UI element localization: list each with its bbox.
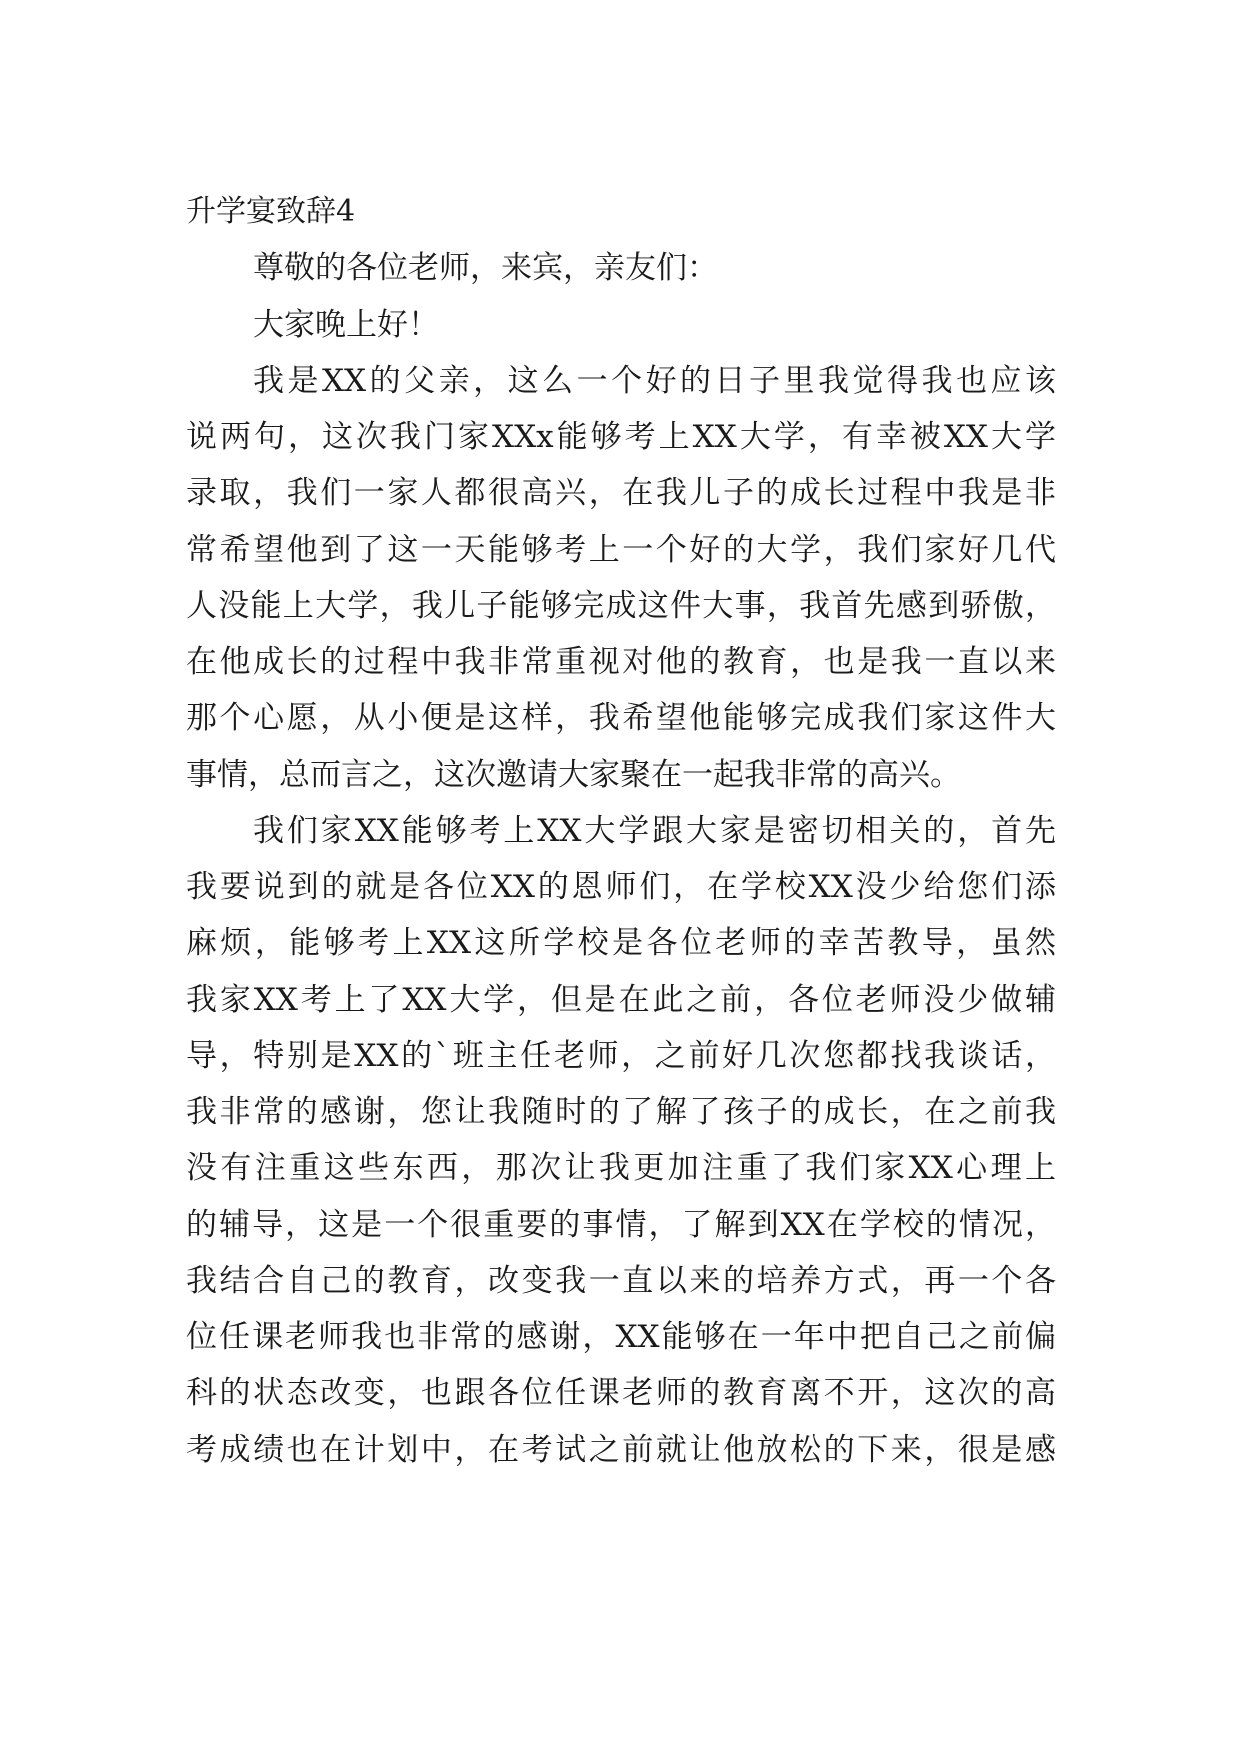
greeting-line: 尊敬的各位老师，来宾，亲友们： [253, 250, 718, 286]
paragraph-line: 我是XX的父亲，这么一个好的日子里我觉得我也应该 [253, 363, 1056, 399]
paragraph-line: 我们家XX能够考上XX大学跟大家是密切相关的，首先 [253, 813, 1056, 849]
salutation-line: 大家晚上好！ [253, 307, 439, 343]
paragraph-line: 没有注重这些东西，那次让我更加注重了我们家XX心理上 [186, 1150, 1056, 1186]
paragraph-line: 我家XX考上了XX大学，但是在此之前，各位老师没少做辅 [186, 982, 1056, 1018]
paragraph-line: 常希望他到了这一天能够考上一个好的大学，我们家好几代 [186, 532, 1056, 568]
paragraph-line: 在他成长的过程中我非常重视对他的教育，也是我一直以来 [186, 644, 1056, 680]
paragraph-line: 我要说到的就是各位XX的恩师们，在学校XX没少给您们添 [186, 869, 1056, 905]
paragraph-line: 的辅导，这是一个很重要的事情，了解到XX在学校的情况， [186, 1207, 1056, 1243]
paragraph-line: 我非常的感谢，您让我随时的了解了孩子的成长，在之前我 [186, 1094, 1056, 1130]
paragraph-line: 麻烦，能够考上XX这所学校是各位老师的幸苦教导，虽然 [186, 925, 1056, 961]
paragraph-line: 那个心愿，从小便是这样，我希望他能够完成我们家这件大 [186, 700, 1056, 736]
paragraph-line: 说两句，这次我门家XXx能够考上XX大学，有幸被XX大学 [186, 419, 1056, 455]
paragraph-line: 导，特别是XX的`班主任老师，之前好几次您都找我谈话， [186, 1038, 1056, 1074]
paragraph-line: 考成绩也在计划中，在考试之前就让他放松的下来，很是感 [186, 1432, 1056, 1468]
paragraph-line: 位任课老师我也非常的感谢，XX能够在一年中把自己之前偏 [186, 1319, 1056, 1355]
paragraph-line: 人没能上大学，我儿子能够完成这件大事，我首先感到骄傲， [186, 588, 1056, 624]
paragraph-line: 录取，我们一家人都很高兴，在我儿子的成长过程中我是非 [186, 475, 1056, 511]
paragraph-line: 事情，总而言之，这次邀请大家聚在一起我非常的高兴。 [186, 757, 961, 793]
paragraph-line: 科的状态改变，也跟各位任课老师的教育离不开，这次的高 [186, 1375, 1056, 1411]
paragraph-line: 我结合自己的教育，改变我一直以来的培养方式，再一个各 [186, 1263, 1056, 1299]
document-title: 升学宴致辞4 [186, 194, 356, 229]
